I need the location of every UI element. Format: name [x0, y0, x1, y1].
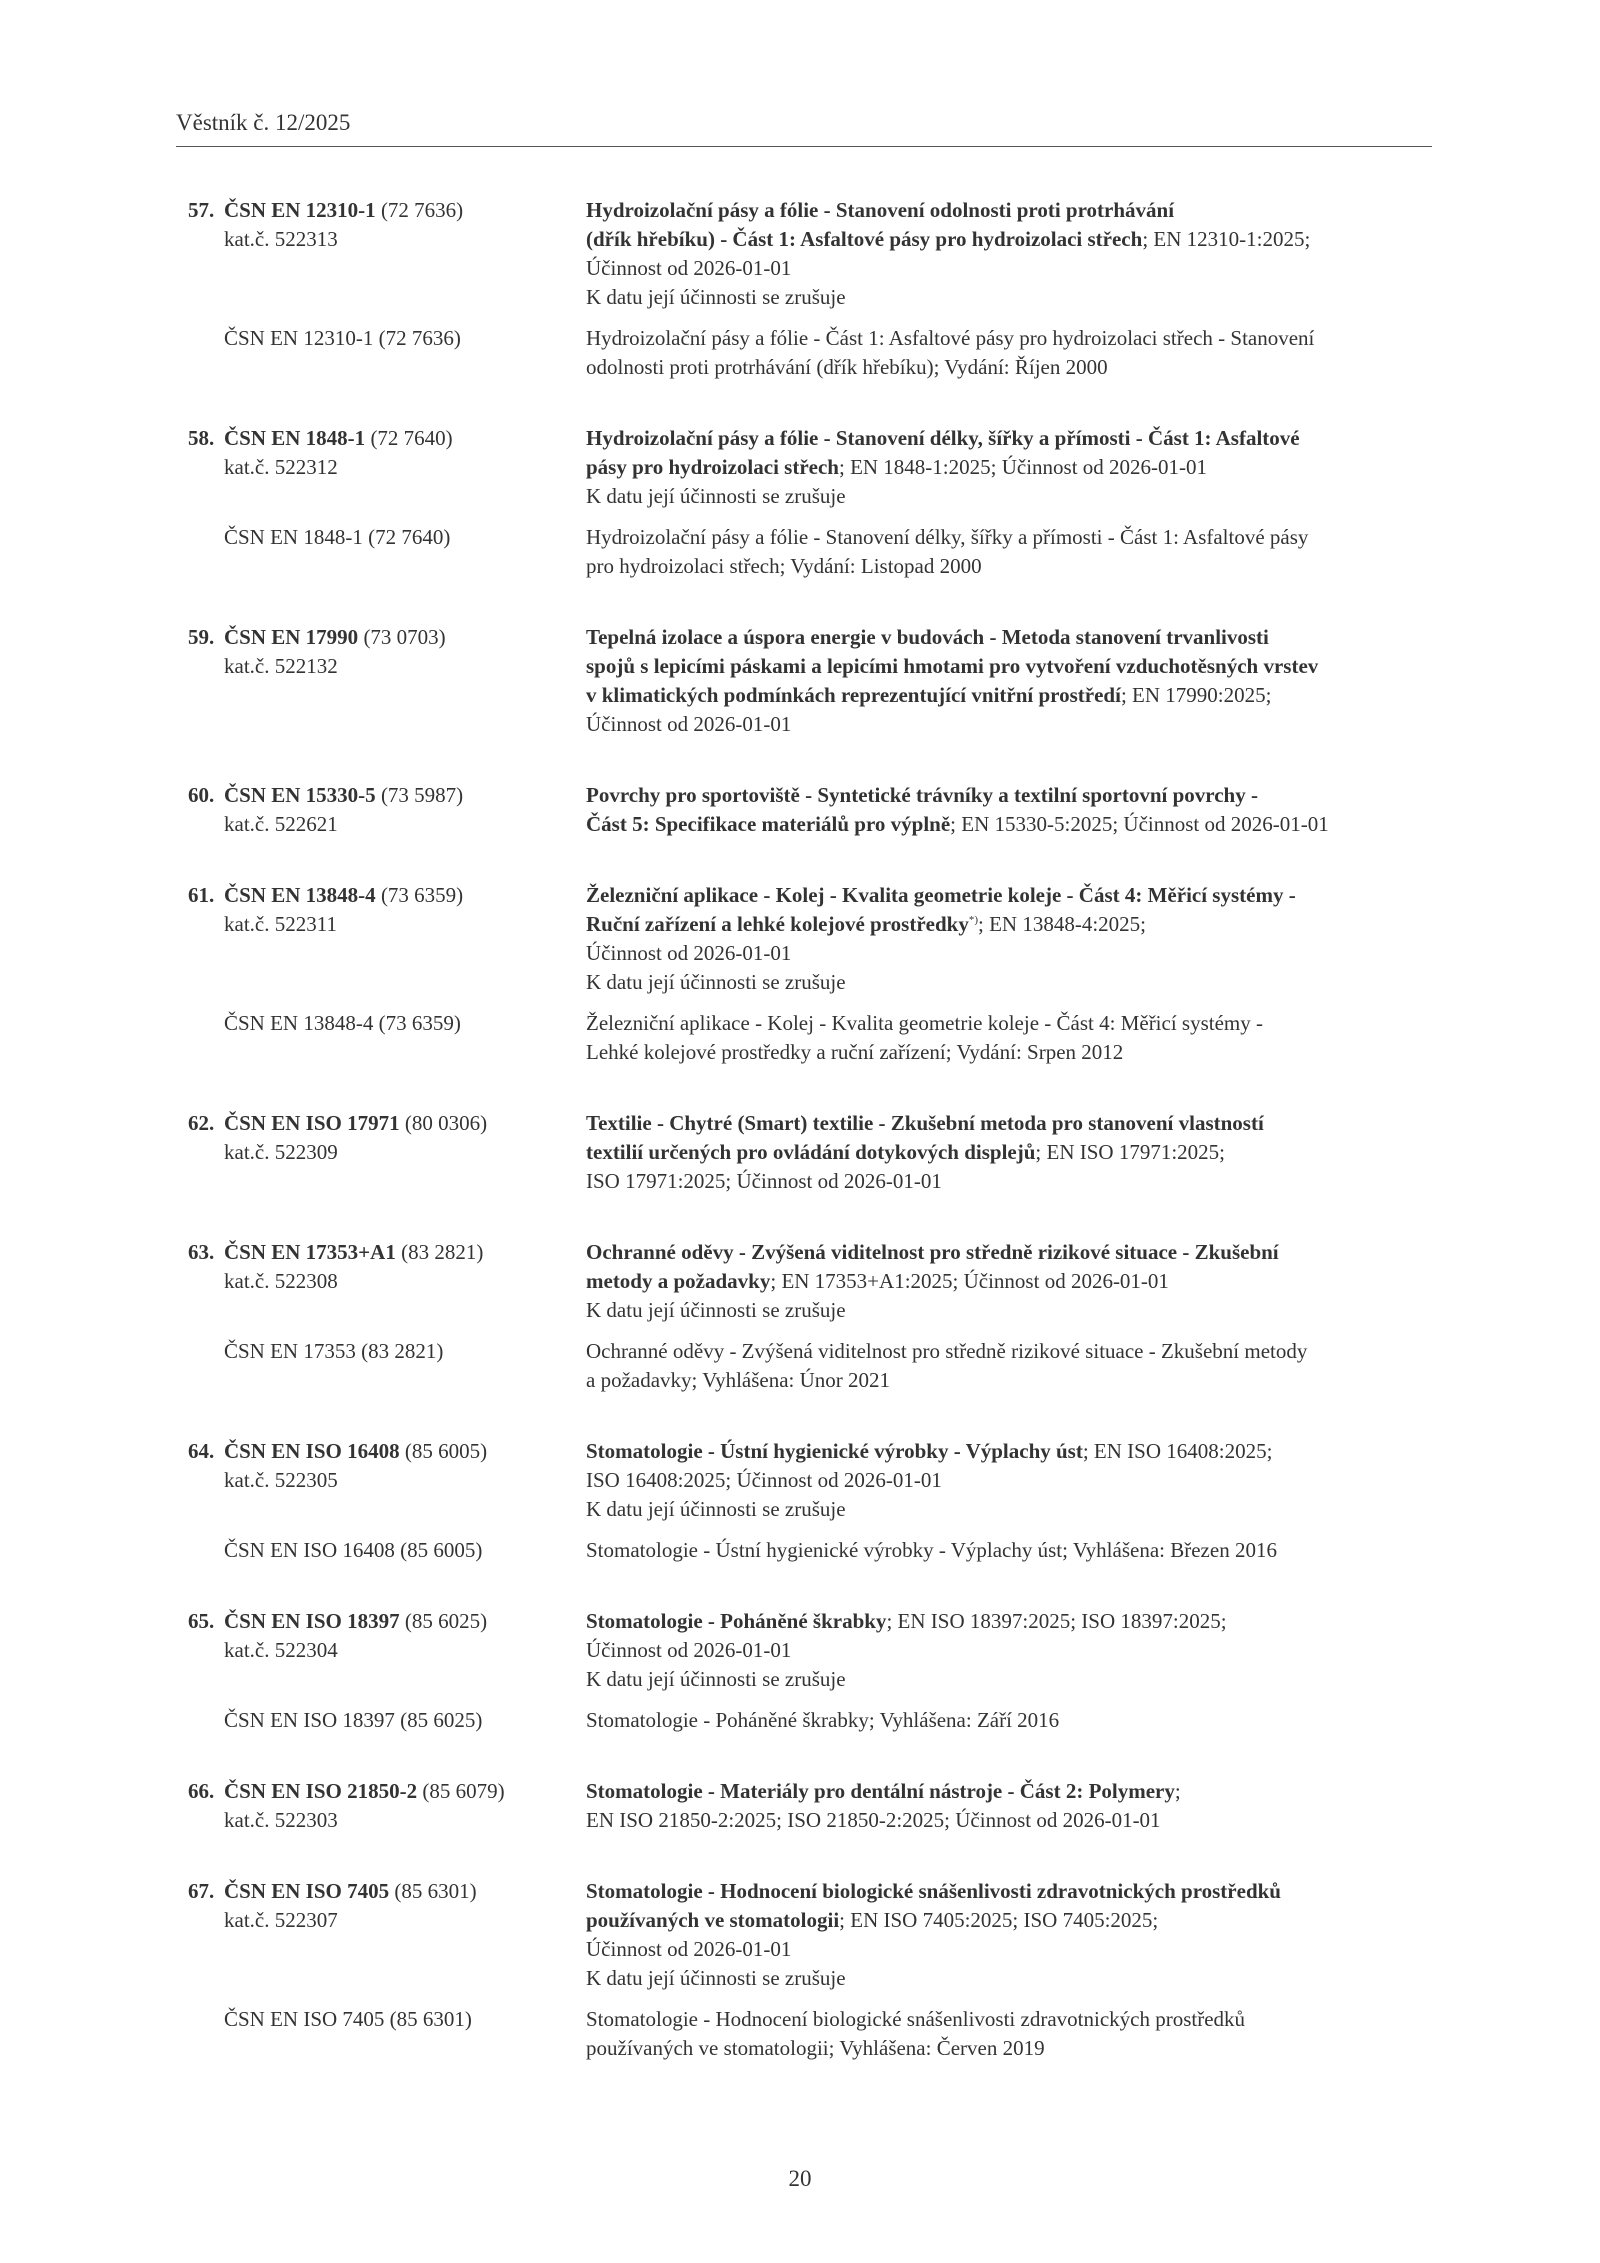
- catalog-number: kat.č. 522303: [224, 1808, 338, 1832]
- standards-list: [188, 196, 1438, 2105]
- replaced-title-line: používaných ve stomatologii; Vyhlášena: Červen 2019: [586, 2036, 1045, 2060]
- replaced-code: ČSN EN 1848-1 (72 7640): [224, 525, 451, 549]
- title-line: [586, 424, 1438, 453]
- replaced-standard-description: [586, 2005, 1438, 2063]
- entry-number: 63.: [188, 1240, 215, 1264]
- replaced-title-line: odolnosti proti protrhávání (dřík hřebíku); Vydání: Říjen 2000: [586, 355, 1108, 379]
- classification-number: (80 0306): [404, 1111, 488, 1135]
- replaced-code: ČSN EN ISO 7405 (85 6301): [224, 2007, 472, 2031]
- entry-description: [586, 1877, 1438, 1993]
- replaced-title-line: a požadavky; Vyhlášena: Únor 2021: [586, 1368, 891, 1392]
- entry-identifier: [188, 623, 586, 739]
- standard-title: Textilie - Chytré (Smart) textilie - Zkušební metoda pro stanovení vlastností: [586, 1111, 1264, 1135]
- replaced-standard-code: [188, 1337, 586, 1395]
- entry-main-row: [188, 1238, 1438, 1325]
- entry-detail-line: K datu její účinnosti se zrušuje: [586, 1966, 846, 1990]
- entry-description: [586, 881, 1438, 997]
- entry-main-row: [188, 781, 1438, 839]
- replaced-standard-code: [188, 523, 586, 581]
- entry-code-line: [188, 1238, 586, 1267]
- entry-identifier: [188, 781, 586, 839]
- title-line: [586, 910, 1438, 939]
- entry-identifier: [188, 1109, 586, 1196]
- classification-number: (83 2821): [401, 1240, 484, 1264]
- entry-detail-line: ISO 16408:2025; Účinnost od 2026-01-01: [586, 1468, 942, 1492]
- page-header: Věstník č. 12/2025: [176, 110, 1432, 147]
- replaced-standard-row: [188, 2005, 1438, 2063]
- replaced-standard-row: [188, 1009, 1438, 1067]
- title-line: [586, 1607, 1438, 1636]
- standard-code: ČSN EN 17353+A1: [224, 1240, 396, 1264]
- standard-title: spojů s lepicími páskami a lepicími hmotami pro vytvoření vzduchotěsných vrstev: [586, 654, 1319, 678]
- standard-title: metody a požadavky: [586, 1269, 771, 1293]
- entry-main-row: [188, 1877, 1438, 1993]
- replaced-code: ČSN EN 17353 (83 2821): [224, 1339, 444, 1363]
- standard-entry: [188, 1238, 1438, 1395]
- replaced-code: ČSN EN ISO 18397 (85 6025): [224, 1708, 483, 1732]
- entry-code-line: [188, 1607, 586, 1636]
- standard-title: Stomatologie - Ústní hygienické výrobky - Výplachy úst: [586, 1439, 1083, 1463]
- title-line: [586, 196, 1438, 225]
- title-line: [586, 652, 1438, 681]
- entry-description: [586, 424, 1438, 511]
- entry-detail-line: EN ISO 21850-2:2025; ISO 21850-2:2025; Účinnost od 2026-01-01: [586, 1808, 1161, 1832]
- replaced-title-line: Železniční aplikace - Kolej - Kvalita geometrie koleje - Část 4: Měřicí systémy -: [586, 1011, 1264, 1035]
- replaced-title-line: Hydroizolační pásy a fólie - Část 1: Asfaltové pásy pro hydroizolaci střech - Stanovení: [586, 326, 1315, 350]
- replaced-standard-code: [188, 1706, 586, 1735]
- entry-description: [586, 781, 1438, 839]
- standard-entry: [188, 1109, 1438, 1196]
- entry-code-line: [188, 1777, 586, 1806]
- entry-main-row: [188, 1607, 1438, 1694]
- entry-detail-line: K datu její účinnosti se zrušuje: [586, 1497, 846, 1521]
- standard-entry: [188, 424, 1438, 581]
- classification-number: (73 5987): [380, 783, 464, 807]
- entry-number: 57.: [188, 198, 215, 222]
- entry-code-line: [188, 781, 586, 810]
- standard-title: textilií určených pro ovládání dotykových displejů: [586, 1140, 1036, 1164]
- replaced-code: ČSN EN 12310-1 (72 7636): [224, 326, 461, 350]
- classification-number: (85 6025): [404, 1609, 488, 1633]
- replaced-standard-row: [188, 324, 1438, 382]
- entry-main-row: [188, 196, 1438, 312]
- catalog-number: kat.č. 522307: [224, 1908, 338, 1932]
- entry-number: 60.: [188, 783, 215, 807]
- standard-title: v klimatických podmínkách reprezentující vnitřní prostředí: [586, 683, 1121, 707]
- replaced-code: ČSN EN ISO 16408 (85 6005): [224, 1538, 483, 1562]
- title-line: [586, 781, 1438, 810]
- replaced-title-line: Stomatologie - Hodnocení biologické snášenlivosti zdravotnických prostředků: [586, 2007, 1246, 2031]
- entry-identifier: [188, 881, 586, 997]
- standard-title: Ruční zařízení a lehké kolejové prostředky: [586, 912, 969, 936]
- replaced-standard-description: [586, 324, 1438, 382]
- replaced-standard-row: [188, 523, 1438, 581]
- replaced-standard-description: [586, 1337, 1438, 1395]
- entry-identifier: [188, 1238, 586, 1325]
- standard-title: Část 5: Specifikace materiálů pro výplně: [586, 812, 951, 836]
- standard-code: ČSN EN ISO 7405: [224, 1879, 390, 1903]
- entry-detail-line: Účinnost od 2026-01-01: [586, 256, 792, 280]
- catalog-number: kat.č. 522305: [224, 1468, 338, 1492]
- standard-code: ČSN EN 12310-1: [224, 198, 376, 222]
- standard-title: Tepelná izolace a úspora energie v budovách - Metoda stanovení trvanlivosti: [586, 625, 1269, 649]
- entry-description: [586, 1238, 1438, 1325]
- standard-title: Stomatologie - Hodnocení biologické snášenlivosti zdravotnických prostředků: [586, 1879, 1281, 1903]
- standard-title: Hydroizolační pásy a fólie - Stanovení délky, šířky a přímosti - Část 1: Asfaltové: [586, 426, 1300, 450]
- replaced-title-line: pro hydroizolaci střech; Vydání: Listopad 2000: [586, 554, 982, 578]
- replaced-title-line: Ochranné oděvy - Zvýšená viditelnost pro středně rizikové situace - Zkušební metody: [586, 1339, 1308, 1363]
- standard-reference: ; EN 13848-4:2025;: [978, 912, 1147, 936]
- replaced-standard-code: [188, 1536, 586, 1565]
- standard-reference: ; EN ISO 17971:2025;: [1035, 1140, 1226, 1164]
- entry-number: 64.: [188, 1439, 215, 1463]
- title-line: [586, 881, 1438, 910]
- replaced-standard-code: [188, 324, 586, 382]
- classification-number: (85 6005): [404, 1439, 488, 1463]
- classification-number: (72 7640): [370, 426, 453, 450]
- entry-code-line: [188, 1437, 586, 1466]
- replaced-standard-description: [586, 1706, 1438, 1735]
- catalog-number: kat.č. 522311: [224, 912, 337, 936]
- entry-identifier: [188, 1877, 586, 1993]
- classification-number: (73 6359): [380, 883, 464, 907]
- title-line: [586, 1777, 1438, 1806]
- standard-entry: [188, 1877, 1438, 2063]
- standard-reference: ; EN 17353+A1:2025; Účinnost od 2026-01-01: [770, 1269, 1169, 1293]
- title-line: [586, 453, 1438, 482]
- page-number: 20: [788, 2166, 812, 2191]
- catalog-number: kat.č. 522308: [224, 1269, 338, 1293]
- standard-code: ČSN EN 15330-5: [224, 783, 376, 807]
- standard-title: pásy pro hydroizolaci střech: [586, 455, 839, 479]
- standard-reference: ; EN 15330-5:2025; Účinnost od 2026-01-01: [950, 812, 1329, 836]
- entry-main-row: [188, 1109, 1438, 1196]
- classification-number: (85 6079): [422, 1779, 505, 1803]
- standard-code: ČSN EN 17990: [224, 625, 359, 649]
- entry-code-line: [188, 1877, 586, 1906]
- standard-code: ČSN EN ISO 17971: [224, 1111, 400, 1135]
- entry-description: [586, 1437, 1438, 1524]
- standard-reference: ; EN ISO 16408:2025;: [1082, 1439, 1273, 1463]
- entry-detail-line: Účinnost od 2026-01-01: [586, 712, 792, 736]
- entry-main-row: [188, 424, 1438, 511]
- replaced-standard-code: [188, 1009, 586, 1067]
- replaced-title-line: Lehké kolejové prostředky a ruční zařízení; Vydání: Srpen 2012: [586, 1040, 1124, 1064]
- entry-detail-line: Účinnost od 2026-01-01: [586, 1638, 792, 1662]
- entry-number: 58.: [188, 426, 215, 450]
- entry-number: 65.: [188, 1609, 215, 1633]
- entry-identifier: [188, 1777, 586, 1835]
- standard-reference: ; EN ISO 18397:2025; ISO 18397:2025;: [886, 1609, 1227, 1633]
- standard-code: ČSN EN ISO 16408: [224, 1439, 400, 1463]
- catalog-number: kat.č. 522312: [224, 455, 338, 479]
- entry-main-row: [188, 1437, 1438, 1524]
- title-line: [586, 681, 1438, 710]
- replaced-standard-description: [586, 1009, 1438, 1067]
- entry-code-line: [188, 196, 586, 225]
- replaced-title-line: Hydroizolační pásy a fólie - Stanovení délky, šířky a přímosti - Část 1: Asfaltové pásy: [586, 525, 1309, 549]
- entry-number: 67.: [188, 1879, 215, 1903]
- entry-detail-line: K datu její účinnosti se zrušuje: [586, 484, 846, 508]
- entry-main-row: [188, 623, 1438, 739]
- entry-description: [586, 1777, 1438, 1835]
- standard-entry: [188, 781, 1438, 839]
- title-line: [586, 1109, 1438, 1138]
- entry-main-row: [188, 881, 1438, 997]
- catalog-number: kat.č. 522621: [224, 812, 338, 836]
- title-line: [586, 623, 1438, 652]
- standard-entry: [188, 1777, 1438, 1835]
- replaced-title-line: Stomatologie - Poháněné škrabky; Vyhlášena: Září 2016: [586, 1708, 1060, 1732]
- classification-number: (73 0703): [363, 625, 446, 649]
- entry-description: [586, 1109, 1438, 1196]
- entry-main-row: [188, 1777, 1438, 1835]
- replaced-standard-row: [188, 1536, 1438, 1565]
- standard-reference: ;: [1174, 1779, 1181, 1803]
- entry-detail-line: K datu její účinnosti se zrušuje: [586, 1298, 846, 1322]
- standard-entry: [188, 881, 1438, 1067]
- entry-detail-line: Účinnost od 2026-01-01: [586, 941, 792, 965]
- standard-title: Povrchy pro sportoviště - Syntetické trávníky a textilní sportovní povrchy -: [586, 783, 1258, 807]
- catalog-number: kat.č. 522132: [224, 654, 338, 678]
- standard-title: Stomatologie - Poháněné škrabky: [586, 1609, 887, 1633]
- standard-code: ČSN EN ISO 21850-2: [224, 1779, 418, 1803]
- entry-identifier: [188, 424, 586, 511]
- replaced-standard-code: [188, 2005, 586, 2063]
- standard-code: ČSN EN ISO 18397: [224, 1609, 400, 1633]
- entry-identifier: [188, 1607, 586, 1694]
- title-line: [586, 810, 1438, 839]
- entry-number: 66.: [188, 1779, 215, 1803]
- standard-entry: [188, 1437, 1438, 1565]
- standard-title: Železniční aplikace - Kolej - Kvalita geometrie koleje - Část 4: Měřicí systémy -: [586, 883, 1296, 907]
- entry-detail-line: K datu její účinnosti se zrušuje: [586, 285, 846, 309]
- standard-entry: [188, 1607, 1438, 1735]
- entry-detail-line: K datu její účinnosti se zrušuje: [586, 1667, 846, 1691]
- catalog-number: kat.č. 522313: [224, 227, 338, 251]
- standard-entry: [188, 196, 1438, 382]
- title-line: [586, 1877, 1438, 1906]
- entry-identifier: [188, 196, 586, 312]
- standard-reference: ; EN ISO 7405:2025; ISO 7405:2025;: [839, 1908, 1159, 1932]
- entry-identifier: [188, 1437, 586, 1524]
- title-line: [586, 1267, 1438, 1296]
- classification-number: (72 7636): [380, 198, 464, 222]
- footnote-mark: *): [968, 914, 979, 926]
- standard-title: používaných ve stomatologii: [586, 1908, 840, 1932]
- entry-number: 59.: [188, 625, 215, 649]
- standard-title: Ochranné oděvy - Zvýšená viditelnost pro středně rizikové situace - Zkušební: [586, 1240, 1279, 1264]
- entry-code-line: [188, 1109, 586, 1138]
- standard-title: (dřík hřebíku) - Část 1: Asfaltové pásy pro hydroizolaci střech: [586, 227, 1143, 251]
- classification-number: (85 6301): [394, 1879, 477, 1903]
- entry-code-line: [188, 424, 586, 453]
- standard-reference: ; EN 12310-1:2025;: [1142, 227, 1311, 251]
- standard-title: Hydroizolační pásy a fólie - Stanovení odolnosti proti protrhávání: [586, 198, 1175, 222]
- replaced-code: ČSN EN 13848-4 (73 6359): [224, 1011, 461, 1035]
- entry-number: 61.: [188, 883, 215, 907]
- title-line: [586, 1906, 1438, 1935]
- standard-code: ČSN EN 1848-1: [224, 426, 366, 450]
- standard-entry: [188, 623, 1438, 739]
- title-line: [586, 1437, 1438, 1466]
- entry-detail-line: ISO 17971:2025; Účinnost od 2026-01-01: [586, 1169, 942, 1193]
- standard-reference: ; EN 1848-1:2025; Účinnost od 2026-01-01: [838, 455, 1208, 479]
- title-line: [586, 225, 1438, 254]
- catalog-number: kat.č. 522304: [224, 1638, 338, 1662]
- entry-description: [586, 623, 1438, 739]
- replaced-standard-row: [188, 1706, 1438, 1735]
- title-line: [586, 1138, 1438, 1167]
- standard-title: Stomatologie - Materiály pro dentální nástroje - Část 2: Polymery: [586, 1779, 1175, 1803]
- entry-description: [586, 196, 1438, 312]
- replaced-title-line: Stomatologie - Ústní hygienické výrobky - Výplachy úst; Vyhlášena: Březen 2016: [586, 1538, 1277, 1562]
- replaced-standard-description: [586, 523, 1438, 581]
- entry-code-line: [188, 623, 586, 652]
- replaced-standard-row: [188, 1337, 1438, 1395]
- entry-description: [586, 1607, 1438, 1694]
- entry-number: 62.: [188, 1111, 215, 1135]
- entry-code-line: [188, 881, 586, 910]
- entry-detail-line: K datu její účinnosti se zrušuje: [586, 970, 846, 994]
- catalog-number: kat.č. 522309: [224, 1140, 338, 1164]
- title-line: [586, 1238, 1438, 1267]
- entry-detail-line: Účinnost od 2026-01-01: [586, 1937, 792, 1961]
- standard-reference: ; EN 17990:2025;: [1120, 683, 1272, 707]
- standard-code: ČSN EN 13848-4: [224, 883, 376, 907]
- replaced-standard-description: [586, 1536, 1438, 1565]
